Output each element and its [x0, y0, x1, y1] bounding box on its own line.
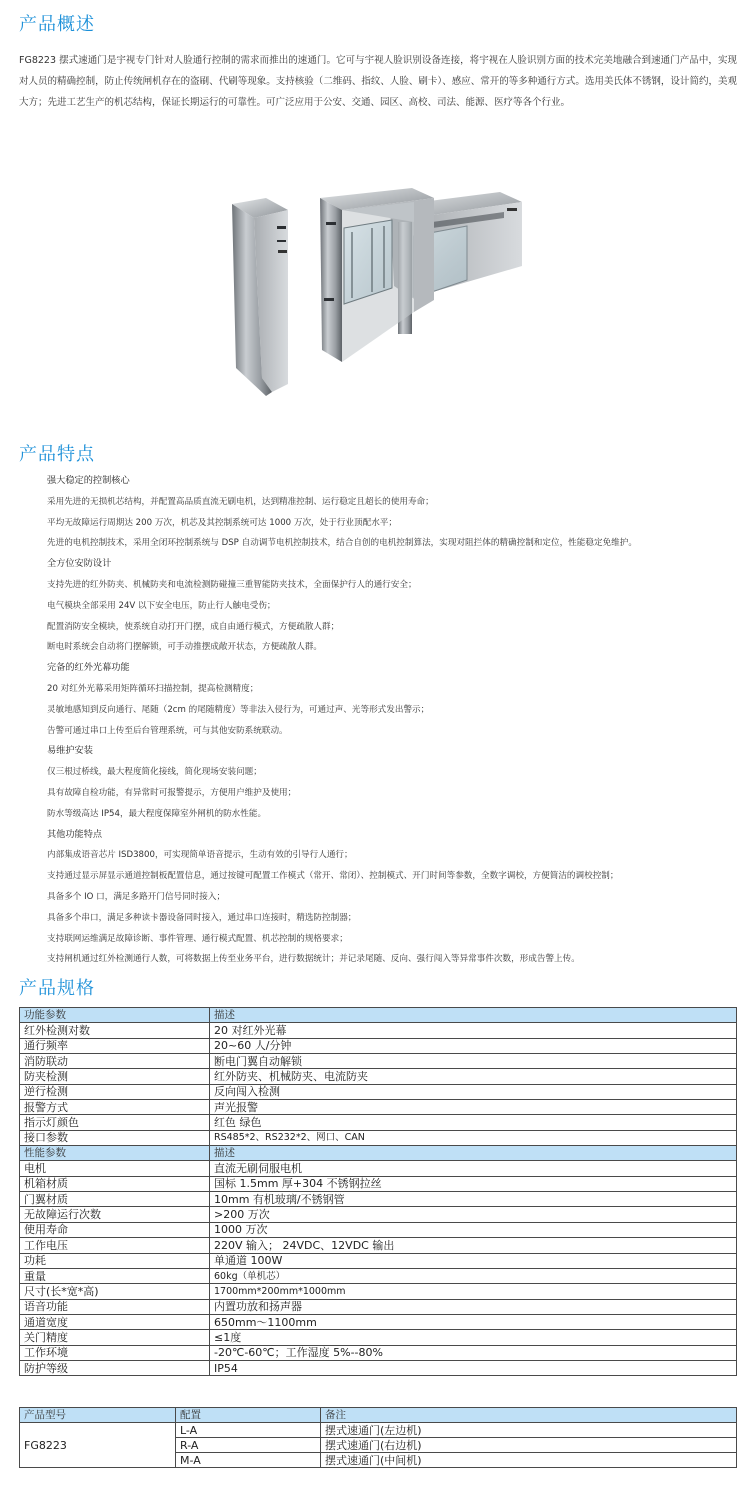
feature-item: 支持闸机通过红外检测通行人数，可将数据上传至业务平台，进行数据统计；并记录尾随、反向、强行闯入等异常事件次数，形成告警上传。 — [47, 954, 580, 965]
specs-title: 产品规格 — [19, 978, 95, 999]
spec-value: 红外防夹、机械防夹、电流防夹 — [210, 1069, 737, 1084]
spec-name: 关门精度 — [20, 1330, 210, 1345]
table-row — [20, 1130, 737, 1145]
spec-name: 无故障运行次数 — [20, 1207, 210, 1222]
spec-value: 声光报警 — [210, 1100, 737, 1115]
note-cell: 摆式速通门(中间机) — [321, 1453, 737, 1468]
spec-value: 描述 — [210, 1008, 737, 1023]
spec-name: 门翼材质 — [20, 1192, 210, 1207]
feature-heading: 其他功能特点 — [47, 828, 103, 840]
spec-value: -20℃-60℃；工作湿度 5%--80% — [210, 1345, 737, 1360]
spec-value: 反向闯入检测 — [210, 1084, 737, 1099]
spec-name: 接口参数 — [20, 1130, 210, 1145]
spec-name: 工作电压 — [20, 1238, 210, 1253]
feature-item: 支持先进的红外防夹、机械防夹和电流检测防碰撞三重智能防夹技术，全面保护行人的通行安全； — [47, 579, 417, 590]
feature-item: 灵敏地感知到反向通行、尾随（2cm 的尾随精度）等非法入侵行为，可通过声、光等形式发出警示； — [47, 704, 430, 715]
model-name: FG8223 — [20, 1423, 176, 1468]
feature-heading: 强大稳定的控制核心 — [47, 475, 130, 486]
spec-value: 60kg（单机芯） — [210, 1268, 737, 1283]
spec-name: 逆行检测 — [20, 1084, 210, 1099]
table-row — [20, 1192, 737, 1207]
spec-name: 性能参数 — [20, 1146, 210, 1161]
table-row — [20, 1054, 737, 1069]
spec-value: IP54 — [210, 1360, 737, 1375]
feature-heading: 完备的红外光幕功能 — [47, 662, 130, 674]
spec-name: 报警方式 — [20, 1100, 210, 1115]
spec-value: 20 对红外光幕 — [210, 1023, 737, 1038]
features-title: 产品特点 — [19, 444, 95, 465]
turnstile-product-image — [222, 188, 532, 400]
feature-item: 告警可通过串口上传至后台管理系统，可与其他安防系统联动。 — [47, 725, 288, 736]
spec-value: 650mm～1100mm — [210, 1314, 737, 1329]
spec-value: ≤1度 — [210, 1330, 737, 1345]
spec-value: 国标 1.5mm 厚+304 不锈钢拉丝 — [210, 1176, 737, 1191]
table-row — [20, 1207, 737, 1222]
feature-item: 具备多个串口，满足多种读卡器设备同时接入，通过串口连接时，精选防控制器； — [47, 912, 357, 923]
table-row — [20, 1023, 737, 1038]
spec-name: 机箱材质 — [20, 1176, 210, 1191]
spec-value: >200 万次 — [210, 1207, 737, 1222]
spec-name: 重量 — [20, 1268, 210, 1283]
spec-value: 内置功放和扬声器 — [210, 1299, 737, 1314]
feature-heading: 易维护安装 — [47, 745, 93, 757]
spec-name: 功耗 — [20, 1253, 210, 1268]
features-list — [47, 474, 747, 973]
table-row — [20, 1100, 737, 1115]
spec-value: 220V 输入； 24VDC、12VDC 输出 — [210, 1238, 737, 1253]
feature-item: 先进的电机控制技术，采用全闭环控制系统与 DSP 自动调节电机控制技术，结合自创的电机控制算法，实现对阻拦体的精确控制和定位，性能稳定免维护。 — [47, 538, 637, 549]
spec-value: 20~60 人/分钟 — [210, 1038, 737, 1053]
spec-section-header — [20, 1146, 737, 1161]
spec-value: 1700mm*200mm*1000mm — [210, 1284, 737, 1299]
table-row — [20, 1084, 737, 1099]
feature-item: 平均无故障运行周期达 200 万次，机芯及其控制系统可达 1000 万次，处于行业顶配水平； — [47, 517, 397, 528]
overview-paragraph: FG8223 摆式速通门是宇视专门针对人脸通行控制的需求而推出的速通门。它可与宇视人脸识别设备连接，将宇视在人脸识别方面的技术完美地融合到速通门产品中，实现对人员的精确控制，防止传统闸机存在的盗刷、代刷等现象。支持核验（二维码、指纹、人脸、刷卡）、感应、常开的等多种通行方式。选用美氏体不锈钢，设计简约，美观大方；先进工艺生产的机芯结构，保证长期运行的可靠性。可广泛应用于公安、交通、园区、高校、司法、能源、医疗等各个行业。 — [19, 55, 737, 108]
spec-value: 描述 — [210, 1146, 737, 1161]
table-row — [20, 1330, 737, 1345]
table-row — [20, 1176, 737, 1191]
feature-item: 具有故障自检功能，有异常时可报警提示，方便用户维护及使用； — [47, 787, 297, 798]
spec-value: 红色 绿色 — [210, 1115, 737, 1130]
spec-value: 单通道 100W — [210, 1253, 737, 1268]
feature-item: 断电时系统会自动将门摆解锁，可手动推摆成敞开状态，方便疏散人群。 — [47, 642, 323, 653]
spec-name: 通行频率 — [20, 1038, 210, 1053]
feature-item: 支持联网运维满足故障诊断、事件管理、通行模式配置、机芯控制的规格要求； — [47, 933, 348, 944]
config-cell: R-A — [176, 1438, 321, 1453]
model-table-header — [20, 1408, 737, 1423]
spec-value: 直流无刷伺服电机 — [210, 1161, 737, 1176]
spec-value: RS485*2、RS232*2、网口、CAN — [210, 1130, 737, 1145]
spec-name: 功能参数 — [20, 1008, 210, 1023]
model-table — [19, 1407, 737, 1468]
feature-item: 仅三根过桥线，最大程度简化接线，简化现场安装问题； — [47, 767, 262, 778]
spec-name: 红外检测对数 — [20, 1023, 210, 1038]
spec-name: 指示灯颜色 — [20, 1115, 210, 1130]
header-note: 备注 — [321, 1408, 737, 1423]
table-row — [20, 1115, 737, 1130]
spec-table — [19, 1007, 737, 1376]
header-model: 产品型号 — [20, 1408, 176, 1423]
feature-item: 采用先进的无损机芯结构，并配置高品质直流无刷电机，达到精准控制、运行稳定且超长的使用寿命； — [47, 496, 434, 507]
spec-name: 通道宽度 — [20, 1314, 210, 1329]
table-row — [20, 1222, 737, 1237]
table-row — [20, 1038, 737, 1053]
table-row — [20, 1345, 737, 1360]
spec-name: 尺寸(长*宽*高) — [20, 1284, 210, 1299]
spec-name: 使用寿命 — [20, 1222, 210, 1237]
table-row — [20, 1268, 737, 1283]
feature-item: 防水等级高达 IP54，最大程度保障室外闸机的防水性能。 — [47, 808, 267, 819]
spec-name: 消防联动 — [20, 1054, 210, 1069]
spec-value: 10mm 有机玻璃/不锈钢管 — [210, 1192, 737, 1207]
spec-value: 断电门翼自动解锁 — [210, 1054, 737, 1069]
table-row — [20, 1299, 737, 1314]
feature-item: 20 对红外光幕采用矩阵循环扫描控制，提高检测精度； — [47, 683, 259, 694]
table-row — [20, 1423, 737, 1438]
spec-name: 电机 — [20, 1161, 210, 1176]
table-row — [20, 1161, 737, 1176]
feature-item: 内部集成语音芯片 ISD3800，可实现简单语音提示，生动有效的引导行人通行； — [47, 850, 353, 861]
config-cell: L-A — [176, 1423, 321, 1438]
spec-name: 工作环境 — [20, 1345, 210, 1360]
feature-heading: 全方位安防设计 — [47, 558, 112, 570]
feature-item: 支持通过显示屏显示通道控制板配置信息，通过按键可配置工作模式（常开、常闭）、控制模式、开门时间等参数，全数字调校，方便简洁的调校控制； — [47, 871, 619, 882]
spec-value: 1000 万次 — [210, 1222, 737, 1237]
feature-item: 具备多个 IO 口，满足多路开门信号同时接入； — [47, 891, 226, 902]
note-cell: 摆式速通门(左边机) — [321, 1423, 737, 1438]
table-row — [20, 1314, 737, 1329]
table-row — [20, 1360, 737, 1375]
spec-name: 语音功能 — [20, 1299, 210, 1314]
note-cell: 摆式速通门(右边机) — [321, 1438, 737, 1453]
spec-name: 防护等级 — [20, 1360, 210, 1375]
config-cell: M-A — [176, 1453, 321, 1468]
table-row — [20, 1069, 737, 1084]
spec-name: 防夹检测 — [20, 1069, 210, 1084]
feature-item: 电气模块全部采用 24V 以下安全电压，防止行人触电受伤； — [47, 600, 276, 611]
table-row — [20, 1253, 737, 1268]
header-config: 配置 — [176, 1408, 321, 1423]
feature-item: 配置消防安全模块，使系统自动打开门摆，成自由通行模式，方便疏散人群； — [47, 621, 340, 632]
table-row — [20, 1284, 737, 1299]
table-row — [20, 1238, 737, 1253]
overview-title: 产品概述 — [19, 14, 95, 35]
spec-section-header — [20, 1008, 737, 1023]
